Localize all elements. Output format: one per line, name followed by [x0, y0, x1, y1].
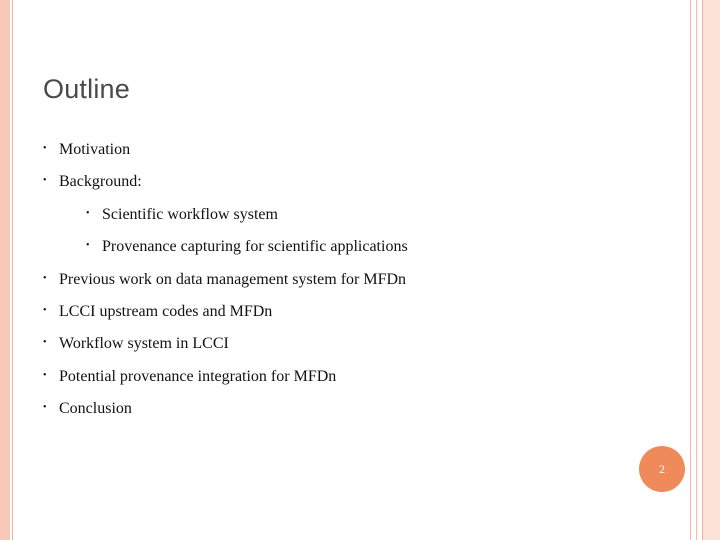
bullet-item [43, 138, 663, 170]
bullet-icon: • [43, 143, 47, 154]
bullet-icon: • [86, 240, 90, 252]
page-number-badge [639, 446, 685, 492]
bullet-text: Potential provenance integration for MFDn [59, 367, 337, 385]
bullet-text: Conclusion [59, 400, 132, 418]
right-border-decoration [703, 0, 720, 540]
bullet-text: Motivation [59, 141, 131, 158]
sub-bullet-item [43, 235, 663, 267]
bullet-item [43, 300, 663, 332]
bullet-text: Provenance capturing for scientific applications [102, 238, 408, 256]
bullet-item [43, 170, 663, 202]
right-border-line [690, 0, 691, 540]
bullet-icon: • [43, 337, 47, 349]
bullet-item [43, 332, 663, 364]
bullet-item [43, 397, 663, 429]
left-border-line [12, 0, 13, 540]
bullet-text: Background: [59, 173, 142, 191]
bullet-item [43, 268, 663, 300]
bullet-icon: • [86, 207, 90, 219]
bullet-item [43, 365, 663, 397]
bullet-text: Scientific workflow system [102, 205, 278, 223]
bullet-icon: • [43, 369, 47, 381]
bullet-text: Workflow system in LCCI [59, 335, 229, 353]
left-border-decoration [0, 0, 10, 540]
slide-title: Outline [43, 74, 130, 104]
bullet-text: LCCI upstream codes and MFDn [59, 302, 273, 320]
bullet-icon: • [43, 304, 47, 316]
bullet-icon: • [43, 272, 47, 284]
bullet-icon: • [43, 175, 47, 187]
bullet-icon: • [43, 402, 47, 414]
right-border-line [696, 0, 697, 540]
bullet-text: Previous work on data management system for MFDn [59, 270, 407, 288]
bullet-list [43, 138, 663, 430]
page-number: 2 [659, 461, 665, 476]
sub-bullet-item [43, 203, 663, 235]
